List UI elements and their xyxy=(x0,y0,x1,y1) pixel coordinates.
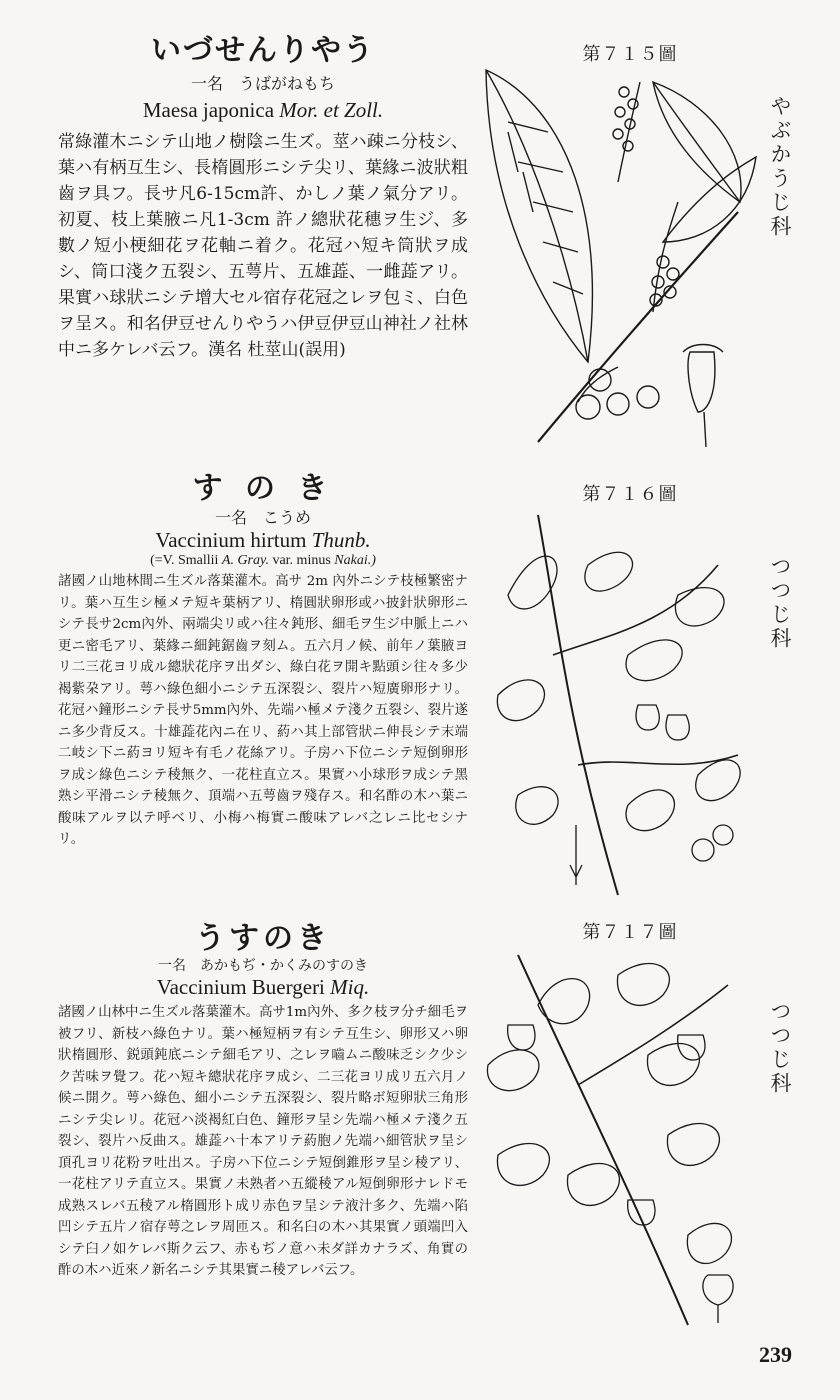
plate-715-illustration xyxy=(478,62,758,452)
latin-author: Thunb. xyxy=(311,528,371,552)
entry-latin-name xyxy=(58,528,468,553)
synonym-author: A. Gray. xyxy=(221,553,269,568)
entry-body: 諸國ノ山地林間ニ生ズル落葉灌木。高サ 2m 內外ニシテ枝極繁密ナリ。葉ハ互生シ極メテ短キ葉柄アリ、楕圓狀卵形或ハ披針狀卵形ニシテ長サ2cm內外、兩端尖リ或ハ往々鈍形、細毛ヲ生ジ中脈上ニハ更ニ密毛アリ、葉緣ニ細鈍鋸齒ヲ刻ム。五六月ノ候、前年ノ葉腋ヨリ二三花ヨリ成ル總狀花序ヲ出ダシ、綠白花ヲ開キ點頭シ往々多少褐紫朶アリ。萼ハ綠色細小ニシテ五深裂シ、裂片ハ短廣卵形ナリ。花冠ハ鐘形ニシテ長サ5mm內外、先端ハ極メテ淺ク五裂シ、裂片遂ニ多少背反ス。十雄蕋花內ニ在リ、葯ハ其上部管狀ニ伸長シテ末端二岐シ下ニ葯ヨリ短キ有毛ノ花絲アリ。子房ハ下位ニシテ短倒卵形ヲ成シ綠色ニシテ稜無ク、一花柱直立ス。果實ハ小球形ヲ成シテ黑熟シ平滑ニシテ稜無ク、頂端ハ五萼齒ヲ殘存ス。和名酢の木ハ葉ニ酸味アルヲ以テ呼ベリ、小梅ハ梅實ニ酸味アレバ之レニ比セシナリ。 xyxy=(58,574,468,847)
latin-author: Miq. xyxy=(330,975,370,999)
family-label-716: つつじ科 xyxy=(768,555,792,651)
figure-label-716: 第７１６圖 xyxy=(582,484,678,505)
entry-title: うすのき xyxy=(195,921,331,956)
plate-716-illustration xyxy=(478,505,758,900)
latin-binomial: Vaccinium hirtum xyxy=(155,528,307,552)
entry-alias: 一名 こうめ xyxy=(214,508,311,527)
synonym-variety: var. minus xyxy=(272,553,331,568)
entry-alias: 一名 うばがねもち xyxy=(190,74,335,93)
page-number: 239 xyxy=(759,1342,792,1367)
entry-title: いづせんりやう xyxy=(151,33,375,68)
figure-label-715: 第７１５圖 xyxy=(582,44,678,65)
plate-717-illustration xyxy=(478,945,758,1330)
figure-label-717: 第７１７圖 xyxy=(582,922,678,943)
entry-alias: 一名 あかもぢ・かくみのすのき xyxy=(158,958,368,974)
synonym-name: (=V. Smallii xyxy=(150,553,219,568)
entry-vaccinium-buergeri xyxy=(58,922,468,1282)
entry-latin-name xyxy=(58,98,468,123)
entry-latin-name xyxy=(58,975,468,1000)
entry-synonym xyxy=(58,553,468,569)
entry-body: 諸國ノ山林中ニ生ズル落葉灌木。高サ1m內外、多ク枝ヲ分チ細毛ヲ被フリ、新枝ハ綠色ナリ。葉ハ極短柄ヲ有シテ互生シ、卵形又ハ卵狀楕圓形、鋭頭鈍底ニシテ細毛アリ、之レヲ嚙ムニ酸味乏シク少シク苦味ヲ覺フ。花ハ短キ總狀花序ヲ成シ、二三花ヨリ成リ五六月ノ候ニ開ク。萼ハ綠色、細小ニシテ五深裂シ、裂片略ボ短卵狀三角形ニシテ尖レリ。花冠ハ淡褐紅白色、鐘形ヲ呈シ先端ハ極メテ淺ク五裂シ、裂片ハ反曲ス。雄蕋ハ十本アリテ葯胞ノ先端ハ細管狀ヲ呈シ頂孔ヨリ花粉ヲ吐出ス。子房ハ下位ニシテ短倒錐形ヲ呈シ稜アリ、一花柱アリテ直立ス。果實ノ未熟者ハ五縱稜アル短倒卵形ナレドモ成熟スレバ五稜アル楕圓形ト成リ赤色ヲ呈シテ液汁多ク、先端ハ陷凹シテ五片ノ宿存萼之レヲ周匝ス。和名臼の木ハ其果實ノ頭端凹入シテ臼ノ如ケレバ斯ク云フ、赤もぢノ意ハ未ダ詳カナラズ、角實の酢の木ハ近來ノ新名ニシテ其果實ニ稜アレバ云フ。 xyxy=(58,1005,468,1278)
family-label-717: つつじ科 xyxy=(768,1000,792,1096)
entry-body: 常綠灌木ニシテ山地ノ樹陰ニ生ズ。莖ハ疎ニ分枝シ、葉ハ有柄互生シ、長楕圓形ニシテ尖リ、葉緣ニ波狀粗齒ヲ具フ。長サ凡6-15cm許、かしノ葉ノ氣分アリ。初夏、枝上葉腋ニ凡1-3cm 許ノ總狀花穗ヲ生ジ、多數ノ短小梗細花ヲ花軸ニ着ク。花冠ハ短キ筒狀ヲ成シ、筒口淺ク五裂シ、五萼片、五雄蕋、一雌蕋アリ。果實ハ球狀ニシテ增大セル宿存花冠之レヲ包ミ、白色ヲ呈ス。和名伊豆せんりやうハ伊豆伊豆山神社ノ社林中ニ多ケレバ云フ。漢名 杜莖山(誤用) xyxy=(58,132,468,360)
entry-title: す の き xyxy=(192,471,334,506)
entry-vaccinium-hirtum xyxy=(58,472,468,851)
synonym-variety-author: Nakai.) xyxy=(334,553,376,568)
entry-maesa-japonica xyxy=(58,34,468,363)
latin-author: Mor. et Zoll. xyxy=(279,98,384,122)
family-label-715: やぶかうじ科 xyxy=(768,95,792,239)
latin-binomial: Vaccinium Buergeri xyxy=(156,975,325,999)
latin-binomial: Maesa japonica xyxy=(142,98,275,122)
